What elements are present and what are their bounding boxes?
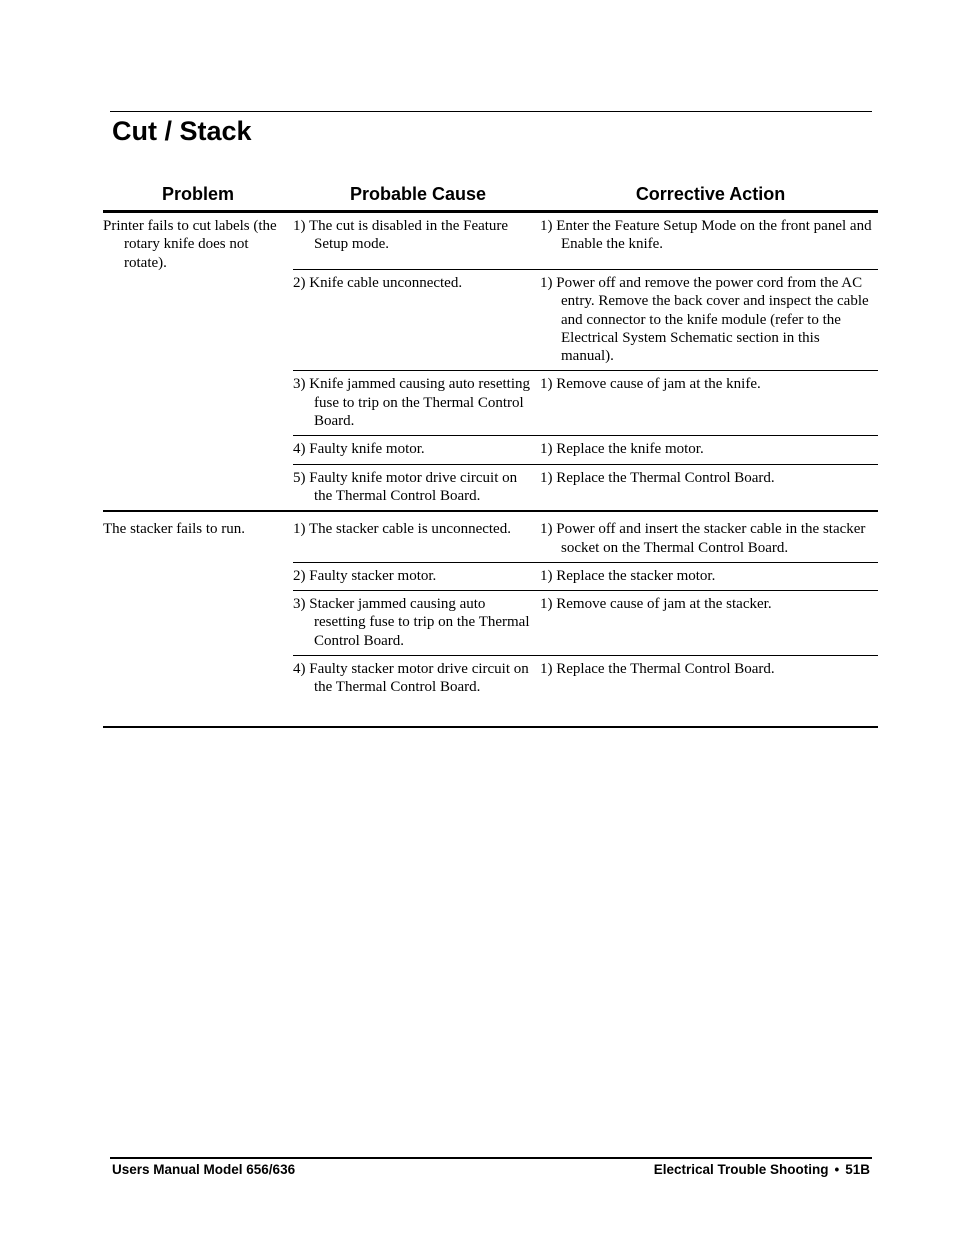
table-row [293, 436, 878, 464]
action-cell: 1) Replace the stacker motor. [540, 567, 716, 584]
footer-section [654, 1161, 870, 1179]
footer-manual-title: Users Manual Model 656/636 [112, 1162, 296, 1177]
table-row [293, 656, 878, 702]
cause-cell: 1) The stacker cable is unconnected. [293, 521, 511, 538]
problem-group-stack [103, 512, 878, 727]
cause-cell: 2) Knife cable unconnected. [293, 275, 463, 291]
page-title: Cut / Stack [112, 116, 252, 146]
cause-cell: 5) Faulty knife motor drive circuit on the Thermal Control Board. [293, 469, 518, 504]
table-row [293, 465, 878, 511]
table-row [293, 371, 878, 436]
footer-bullet: • [834, 1162, 840, 1177]
cause-cell: 1) The cut is disabled in the Feature Setup mode. [293, 218, 509, 253]
table-row [293, 591, 878, 656]
footer-rule [110, 1157, 872, 1159]
cause-cell: 3) Knife jammed causing auto resetting fuse to trip on the Thermal Control Board. [293, 376, 531, 430]
table-row [293, 213, 878, 270]
cause-cell: 4) Faulty knife motor. [293, 441, 425, 458]
cause-cell: 3) Stacker jammed causing auto resetting fuse to trip on the Thermal Control Board. [293, 596, 530, 649]
cause-action-rows [293, 512, 878, 701]
troubleshooting-table [103, 182, 878, 728]
action-cell: 1) Enter the Feature Setup Mode on the front panel and Enable the knife. [540, 218, 872, 253]
action-cell: 1) Remove cause of jam at the knife. [540, 376, 761, 393]
action-cell: 1) Remove cause of jam at the stacker. [540, 596, 772, 613]
header-probable-cause: Probable Cause [349, 184, 487, 204]
action-cell: 1) Replace the Thermal Control Board. [540, 469, 775, 486]
action-cell: 1) Power off and insert the stacker cable in the stacker socket on the Thermal Control Board. [540, 521, 866, 556]
cause-action-rows [293, 213, 878, 510]
action-cell: 1) Replace the Thermal Control Board. [540, 661, 775, 678]
header-problem: Problem [161, 184, 235, 204]
title-rule [110, 111, 872, 112]
table-row [293, 512, 878, 563]
problem-group-cut [103, 213, 878, 512]
problem-cell: The stacker fails to run. [103, 521, 246, 538]
cause-cell: 4) Faulty stacker motor drive circuit on the Thermal Control Board. [293, 661, 529, 696]
cause-cell: 2) Faulty stacker motor. [293, 567, 437, 584]
action-cell: 1) Power off and remove the power cord from the AC entry. Remove the back cover and inspect the cable and connector to the knife module (refer to the Electrical System Schematic section in this manual). [540, 275, 869, 365]
table-header [103, 182, 878, 213]
problem-cell: Printer fails to cut labels (the rotary knife does not rotate). [103, 218, 277, 271]
header-corrective-action: Corrective Action [635, 184, 786, 204]
footer-section-name: Electrical Trouble Shooting [653, 1162, 829, 1177]
action-cell: 1) Replace the knife motor. [540, 441, 704, 458]
table-row [293, 563, 878, 591]
table-row [293, 270, 878, 371]
footer-page-number: 51B [845, 1162, 870, 1177]
